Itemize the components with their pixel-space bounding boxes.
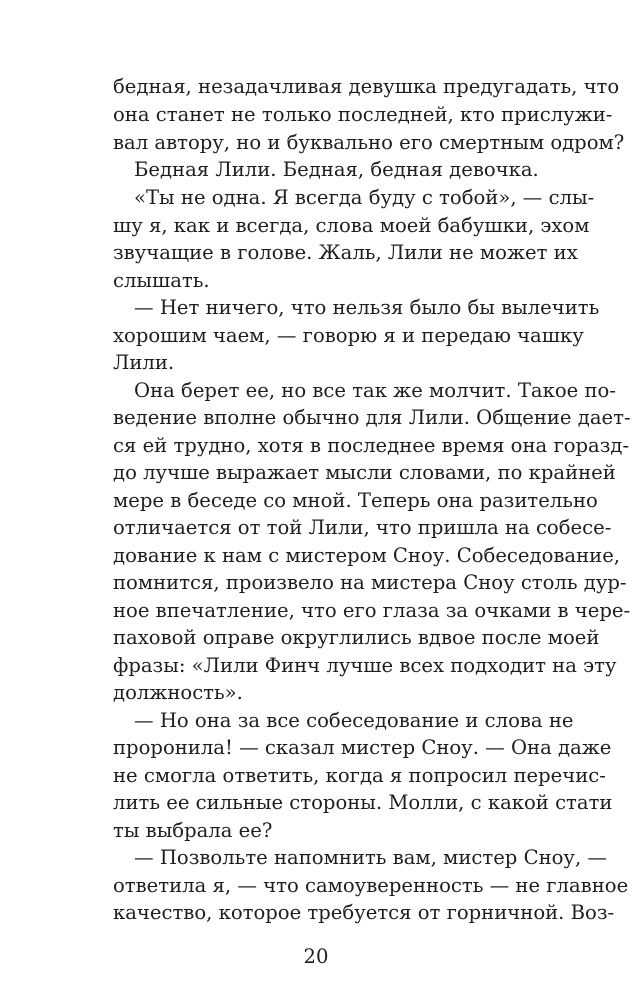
text-line: до лучше выражает мысли словами, по крайней (113, 461, 616, 484)
text-line: лить ее сильные стороны. Молли, с какой стати (113, 791, 613, 814)
text-line: Она берет ее, но все так же молчит. Такое по- (134, 379, 616, 402)
text-line: «Ты не одна. Я всегда буду с тобой», — слы- (134, 186, 595, 209)
text-line: — Нет ничего, что нельзя было бы вылечить (134, 296, 600, 319)
text-line: фразы: «Лили Финч лучше всех подходит на эту (113, 654, 617, 677)
text-line: слышать. (113, 269, 210, 292)
text-line: хорошим чаем, — говорю я и передаю чашку (113, 324, 584, 347)
text-line: шу я, как и всегда, слова моей бабушки, эхом (113, 214, 590, 237)
text-line: ведение вполне обычно для Лили. Общение дает- (113, 406, 631, 429)
text-line: она станет не только последней, кто прислужи- (113, 103, 613, 126)
text-line: должность». (113, 681, 243, 704)
text-line: ответила я, — что самоуверенность — не главное (113, 874, 629, 897)
text-line: звучащие в голове. Жаль, Лили не может их (113, 241, 578, 264)
text-line: помнится, произвело на мистера Сноу столь дур- (113, 571, 627, 594)
text-line: качество, которое требуется от горничной. Воз- (113, 901, 615, 924)
text-line: Лили. (113, 351, 175, 374)
text-line: ное впечатление, что его глаза за очками в чере- (113, 599, 631, 622)
text-line: — Позвольте напомнить вам, мистер Сноу, — (134, 846, 608, 869)
page-number: 20 (303, 945, 329, 968)
text-line: ты выбрала ее? (113, 819, 273, 842)
text-line: дование к нам с мистером Сноу. Собеседование, (113, 544, 621, 567)
text-line: мере в беседе со мной. Теперь она разительно (113, 489, 598, 512)
text-line: вал автору, но и буквально его смертным одром? (113, 131, 625, 154)
text-line: не смогла ответить, когда я попросил перечис- (113, 764, 606, 787)
text-line: — Но она за все собеседование и слова не (134, 709, 574, 732)
text-line: проронила! — сказал мистер Сноу. — Она даже (113, 736, 612, 759)
text-line: бедная, незадачливая девушка предугадать, что (113, 75, 620, 98)
text-line: Бедная Лили. Бедная, бедная девочка. (134, 158, 539, 181)
text-line: отличается от той Лили, что пришла на собесе- (113, 516, 612, 539)
text-line: ся ей трудно, хотя в последнее время она горазд- (113, 434, 630, 457)
text-line: паховой оправе округлились вдвое после моей (113, 626, 600, 649)
